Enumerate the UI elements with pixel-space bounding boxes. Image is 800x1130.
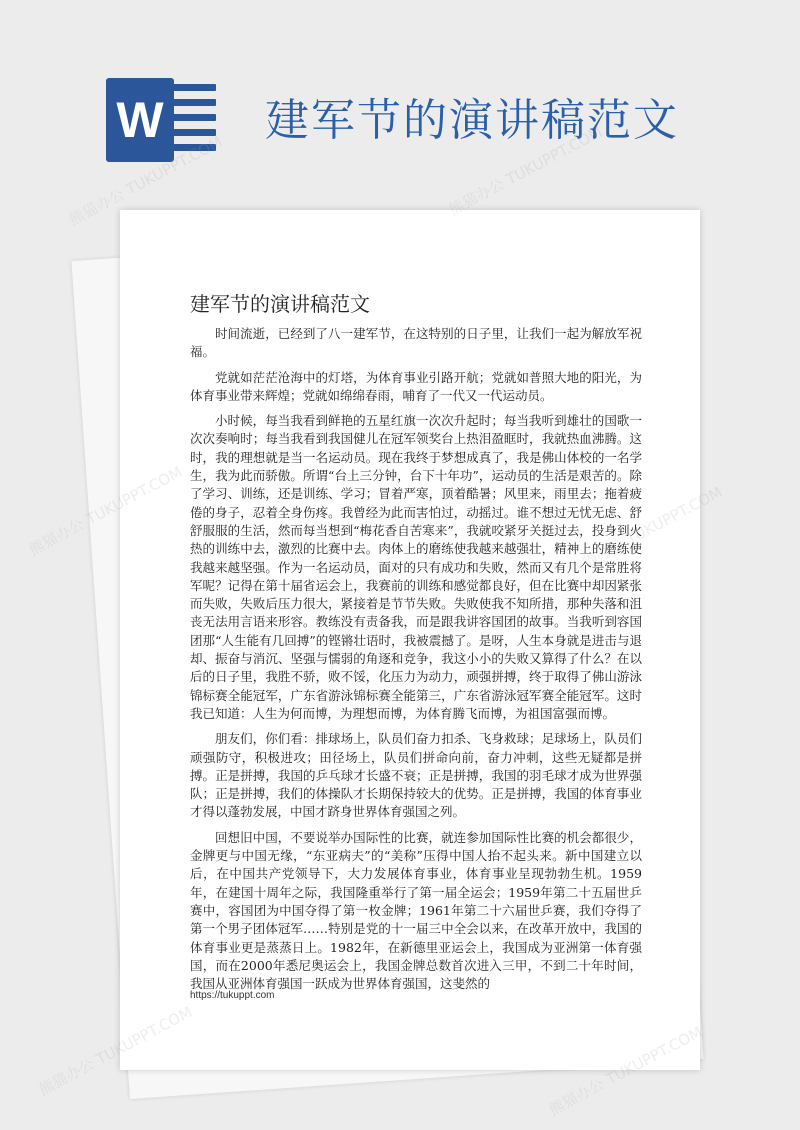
watermark: 熊猫办公 TUKUPPT.COM [446, 122, 606, 219]
document-body [190, 325, 642, 1000]
header-title: 建军节的演讲稿范文 [265, 95, 679, 146]
word-icon-letter: W [106, 78, 174, 162]
paragraph: 回想旧中国，不要说举办国际性的比赛，就连参加国际性比赛的机会都很少，金牌更与中国无缘，“东亚病夫”的“美称”压得中国人抬不起头来。新中国建立以后，在中国共产党领导下，大力发展体育事业，体育事业呈现勃勃生机。1959年，在建国十周年之际，我国隆重举行了第一届全运会；1959年第二十五届世乒赛中，容国团为中国夺得了第一枚金牌；1961年第二十六届世乒赛，我们夺得了第一个男子团体冠军……特别是党的十一届三中全会以来，在改革开放中，我国的体育事业更是蒸蒸日上。1982年，在新德里亚运会上，我国成为亚洲第一体育强国，而在2000年悉尼奥运会上，我国金牌总数首次进入三甲，不到二十年时间，我国从亚洲体育强国一跃成为世界体育强国，这斐然的 [190, 829, 642, 992]
paragraph: 时间流逝，已经到了八一建军节，在这特别的日子里，让我们一起为解放军祝福。 [190, 326, 642, 360]
paragraph: 小时候，每当我看到鲜艳的五星红旗一次次升起时；每当我听到雄壮的国歌一次次奏响时；每当我看到我国健儿在冠军领奖台上热泪盈眶时，我就热血沸腾。这时，我的理想就是当一名运动员。现在我终于梦想成真了，我是佛山体校的一名学生，我为此而骄傲。所谓“台上三分钟，台下十年功”，运动员的生活是艰苦的。除了学习、训练，还是训练、学习；冒着严寒，顶着酷暑；风里来，雨里去；拖着疲倦的身子，忍着全身伤疼。我曾经为此而害怕过，动摇过。谁不想过无忧无虑、舒舒服服的生活，然而每当想到“梅花香自苦寒来”，我就咬紧牙关挺过去，投身到火热的训练中去，激烈的比赛中去。肉体上的磨练使我越来越强壮，精神上的磨练使我越来越坚强。作为一名运动员，面对的只有成功和失败，然而又有几个是常胜将军呢？记得在第十届省运会上，我赛前的训练和感觉都良好，但在比赛中却因紧张而失败，失败后压力很大，紧接着是节节失败。失败使我不知所措，那种失落和沮丧无法用言语来形容。教练没有责备我，而是跟我讲容国团的故事。当我听到容国团那“人生能有几回搏”的铿锵壮语时，我被震撼了。是呀，人生本身就是进击与退却、振奋与消沉、坚强与懦弱的角逐和竞争，我这小小的失败又算得了什么？在以后的日子里，我胜不骄，败不馁，化压力为动力，顽强拼搏，终于取得了佛山游泳锦标赛全能冠军，广东省游泳锦标赛全能第三，广东省游泳冠军赛全能冠军。这时我已知道：人生为何而博，为理想而博，为体育腾飞而博，为祖国富强而博。 [190, 413, 642, 721]
document-title: 建军节的演讲稿范文 [190, 292, 370, 316]
word-document-icon [106, 72, 218, 168]
paragraph: 党就如茫茫沧海中的灯塔，为体育事业引路开航；党就如普照大地的阳光，为体育事业带来辉煌；党就如绵绵春雨，哺育了一代又一代运动员。 [190, 369, 642, 403]
watermark: 熊猫办公 TUKUPPT.COM [546, 1022, 706, 1119]
footer-url: https://tukuppt.com [190, 990, 275, 1001]
paragraph: 朋友们，你们看：排球场上，队员们奋力扣杀、飞身救球；足球场上，队员们顽强防守，积极进攻；田径场上，队员们拼命向前，奋力冲刺，这些无疑都是拼搏。正是拼搏，我国的乒乓球才长盛不衰；正是拼搏，我国的羽毛球才成为世界强队；正是拼搏，我们的体操队才长期保持较大的优势。正是拼搏，我国的体育事业才得以蓬勃发展，中国才跻身世界体育强国之列。 [190, 731, 642, 820]
document-page [120, 210, 700, 1070]
word-icon-lines [168, 84, 216, 154]
watermark: 熊猫办公 TUKUPPT.COM [36, 1002, 196, 1099]
watermark: 熊猫办公 TUKUPPT.COM [66, 132, 226, 229]
header [0, 0, 800, 200]
watermark: 熊猫办公 [26, 514, 88, 559]
